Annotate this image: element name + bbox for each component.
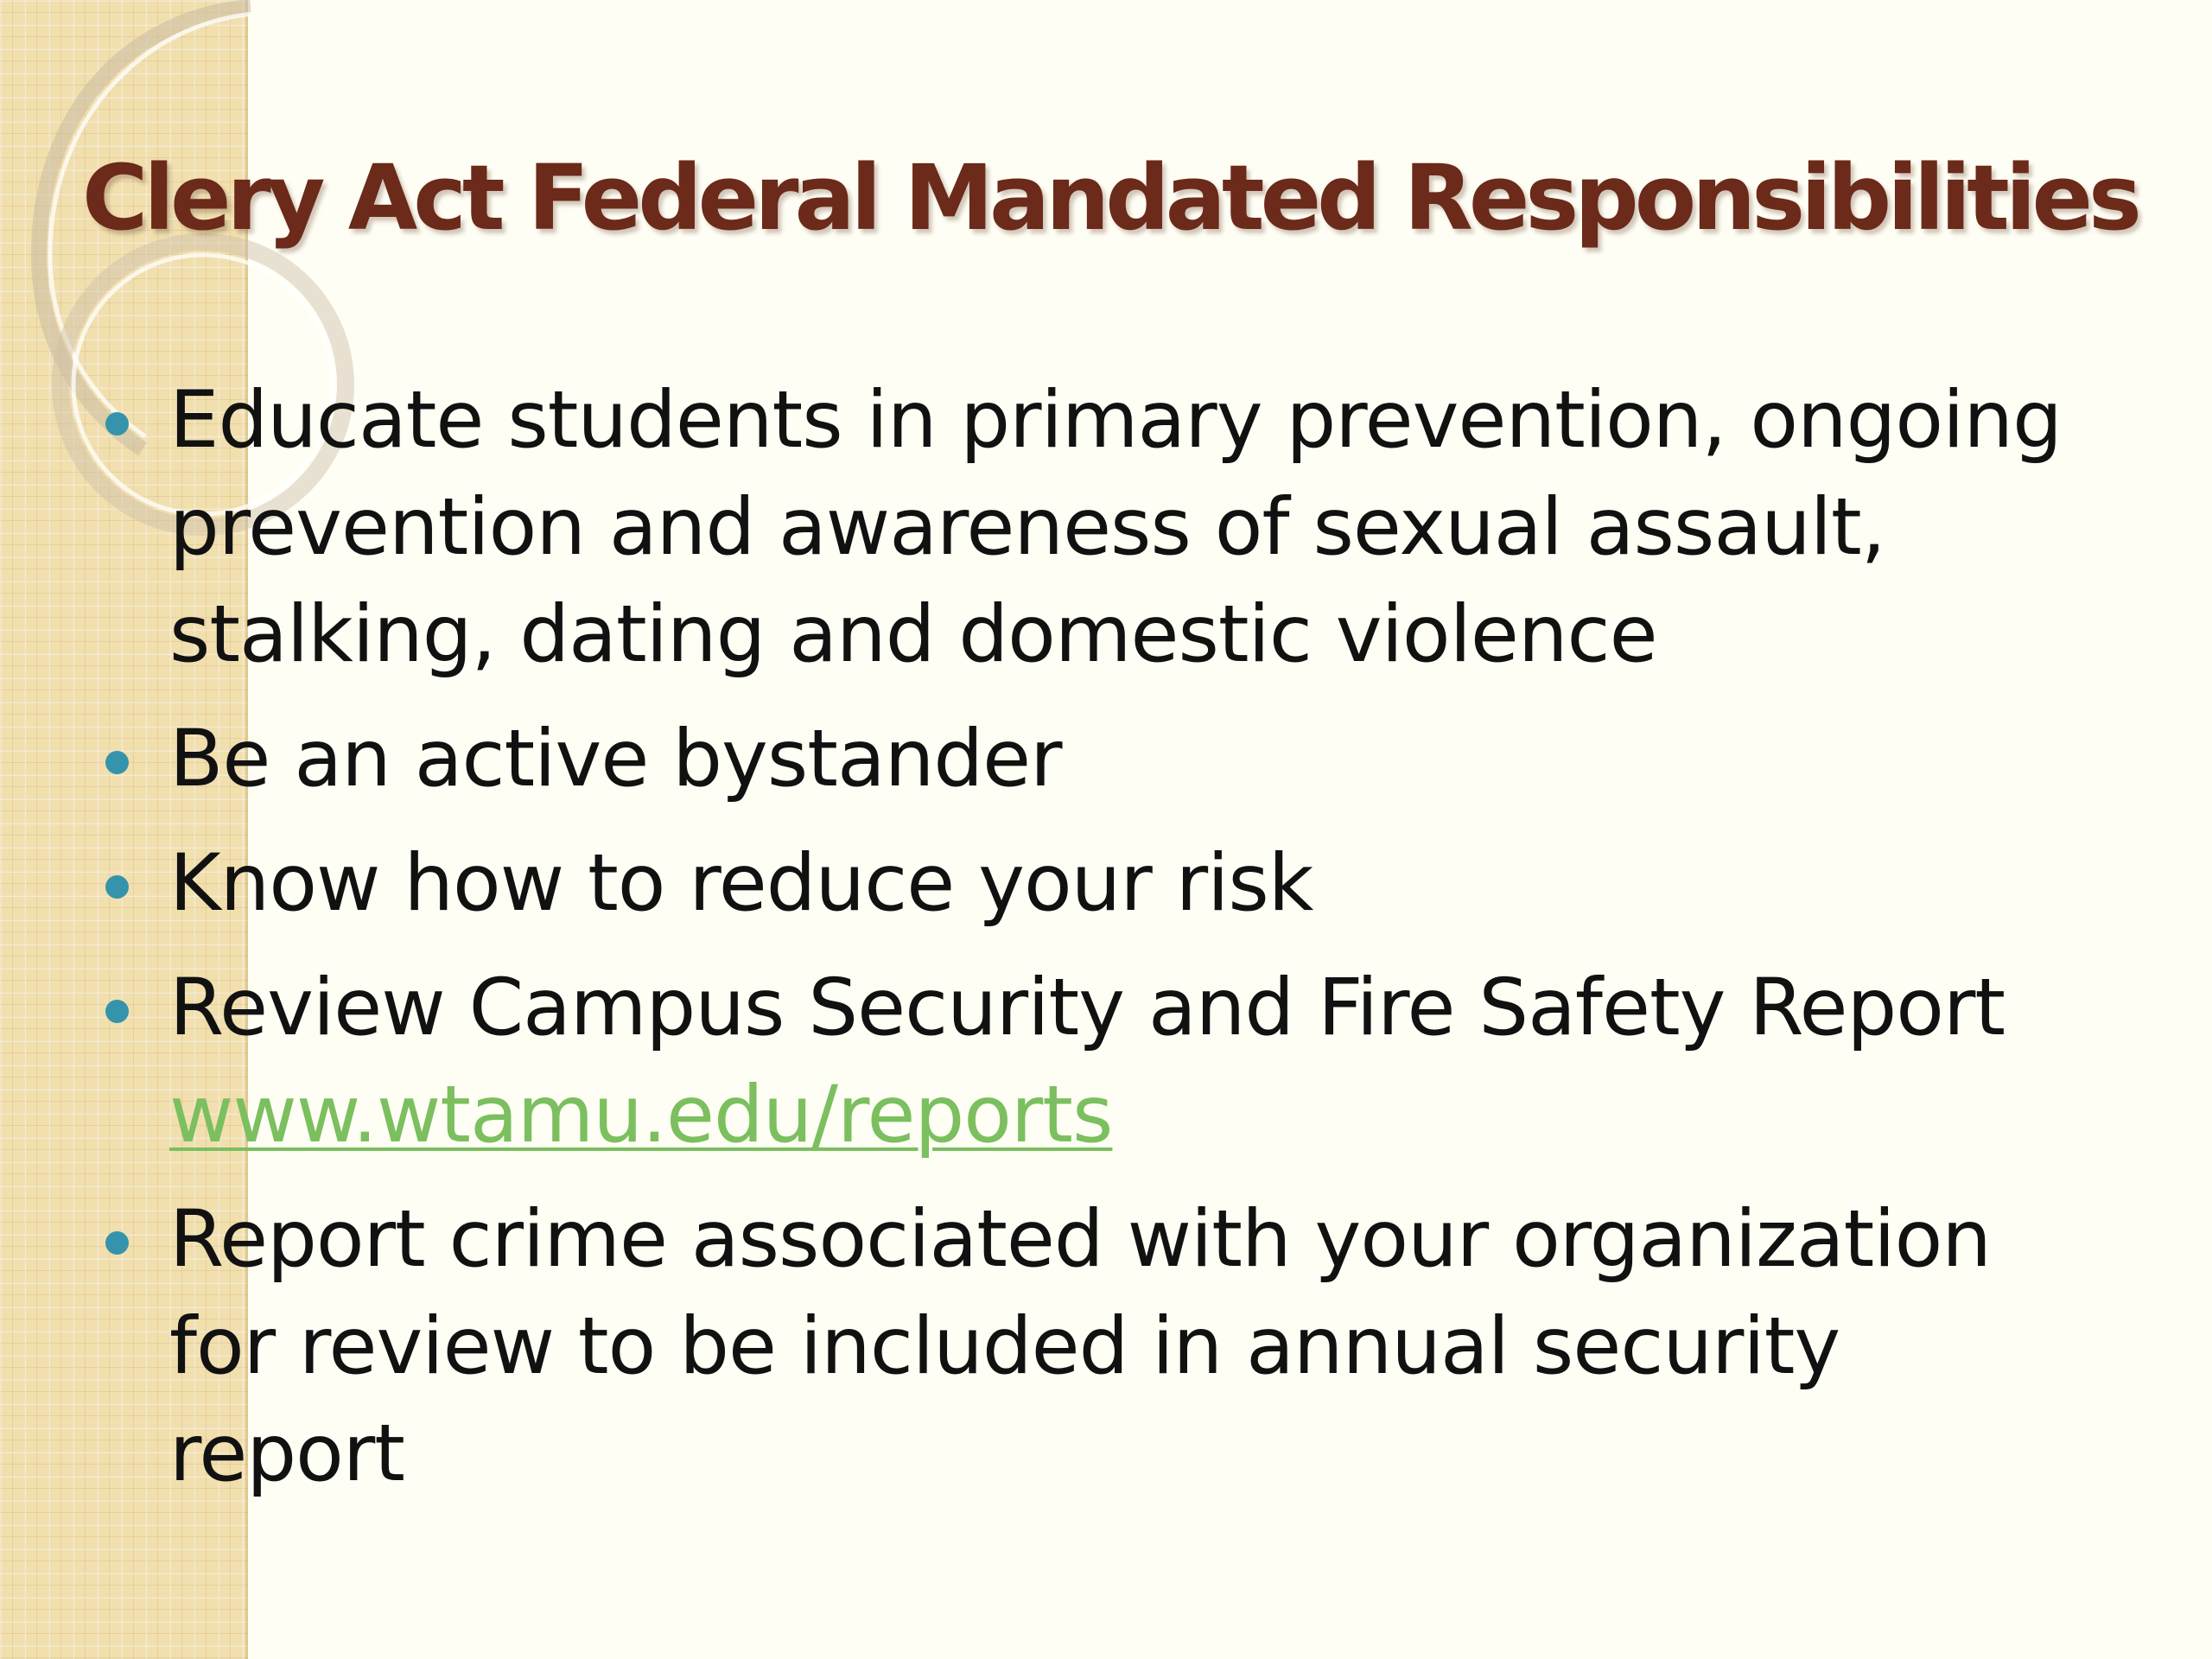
bullet-item-reduce-risk: [102, 830, 2158, 938]
bullet-text-line: stalking, dating and domestic violence: [169, 589, 1657, 680]
bullet-item-report-crime: [102, 1186, 2158, 1508]
bullet-text-line: Review Campus Security and Fire Safety Report: [169, 963, 2005, 1053]
bullet-text-line: Report crime associated with your organization: [169, 1194, 1991, 1285]
bullet-text-line: report: [169, 1408, 404, 1499]
bullet-list: [102, 367, 2158, 1525]
bullet-item-review-report: [102, 955, 2158, 1169]
bullet-text-line: Know how to reduce your risk: [169, 838, 1313, 929]
bullet-text-line: for review to be included in annual security: [169, 1301, 1840, 1392]
reports-link[interactable]: www.wtamu.edu/reports: [169, 1070, 1113, 1160]
bullet-text-line: Be an active bystander: [169, 714, 1062, 804]
slide-title: Clery Act Federal Mandated Responsibilities: [82, 145, 2138, 251]
bullet-item-education: [102, 367, 2158, 689]
bullet-text-line: prevention and awareness of sexual assault,: [169, 482, 1885, 573]
bullet-text-line: Educate students in primary prevention, ongoing: [169, 375, 2062, 466]
bullet-item-active-bystander: [102, 706, 2158, 813]
